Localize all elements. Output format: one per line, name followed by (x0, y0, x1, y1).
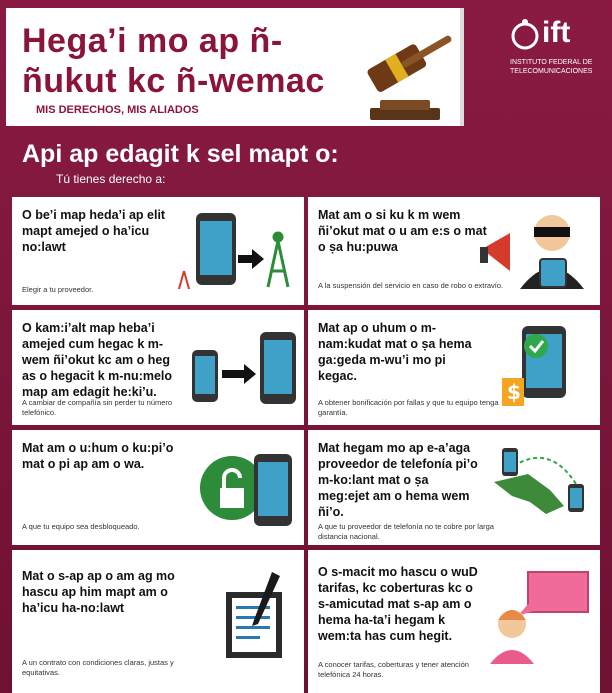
card-main-text: O be’i map heda’i ap elit mapt amejed o ha’icu no:lawt (22, 208, 166, 254)
megaphone-icon (480, 233, 510, 271)
operator-illustration (488, 566, 592, 666)
title-line-1: Hega’i mo ap ñ- (22, 22, 283, 60)
dollar-icon (502, 378, 524, 406)
card-main-text: Mat o s-ap ap o am ag mo hascu ap him mapt am o ha’icu ha-no:lawt (22, 569, 175, 615)
section-heading: Api ap edagit k sel mapt o: (22, 140, 339, 168)
svg-text:$: $ (507, 380, 521, 404)
left-card-contract (12, 550, 304, 693)
right-card-long-distance (308, 430, 600, 545)
card-note: A que tu equipo sea desbloqueado. (22, 522, 140, 531)
old-phone-icon (192, 350, 218, 402)
operator-icon (490, 610, 534, 664)
map-icon (494, 474, 564, 514)
card-main-text: Mat am o si ku k m wem ñi’okut mat o u am e:s o mat o ṣa hu:puwa (318, 208, 487, 254)
card-note: A la suspensión del servicio en caso de robo o extravío. (318, 281, 504, 290)
right-card-warranty (308, 310, 600, 425)
contract-illustration (222, 568, 298, 662)
phone-icon-2 (568, 484, 584, 512)
card-note: A obtener bonificación por fallas y que tu equipo tenga garantía. (318, 398, 499, 417)
phone-icon (196, 213, 236, 285)
card-note: A conocer tarifas, coberturas y tener atención telefónica 24 horas. (318, 660, 469, 679)
small-tower-icon (179, 271, 189, 289)
phone-icon (502, 448, 518, 476)
ift-wordmark: ift (542, 16, 571, 49)
phone-tower-illustration (174, 211, 298, 291)
left-card-unlock (12, 430, 304, 545)
card-main-text: O kam:i’alt map heba’i amejed cum hegac k m-wem ñi’okut kc am o heg as o hegacit k m-nu:melo map am edagit he:ki’u. (22, 321, 173, 399)
card-note: A cambiar de compañía sin perder tu número telefónico. (22, 398, 173, 417)
right-card-tariffs (308, 550, 600, 693)
card-main-text: Mat ap o uhum o m-nam:kudat mat o ṣa hema ga:geda m-wu’i mo pi kegac. (318, 321, 472, 383)
warranty-illustration (498, 324, 588, 408)
card-note: A que tu proveedor de telefonía no te cobre por larga distancia nacional. (318, 522, 494, 541)
title-line-2: ñukut kc ñ-wemac (22, 62, 325, 100)
card-note: A un contrato con condiciones claras, justas y equitativas. (22, 658, 174, 677)
tower-icon (268, 233, 288, 287)
speech-bubble-icon (518, 572, 588, 616)
map-illustration (488, 444, 592, 524)
thief-icon (520, 215, 584, 289)
arrow-icon (238, 249, 264, 269)
ift-logo (510, 14, 602, 88)
title-panel (6, 8, 464, 126)
ift-subtitle-line1: INSTITUTO FEDERAL DE (510, 59, 593, 66)
card-main-text: O s-macit mo hascu o wuD tarifas, kc coberturas kc o s-amicutad mat s-ap am o hema ha-ta’i hegam k wem:ta has cum hegit. (318, 565, 478, 643)
phone-change-illustration (188, 328, 298, 412)
check-icon (524, 334, 548, 358)
ift-emblem-icon (510, 18, 540, 52)
card-main-text: Mat am o u:hum o ku:pi’o mat o pi ap am o wa. (22, 441, 174, 471)
right-card-suspension (308, 197, 600, 305)
new-phone-icon (260, 332, 296, 404)
ift-subtitle (510, 58, 602, 76)
ift-subtitle-line2: TELECOMUNICACIONES (510, 68, 593, 75)
phone-icon (254, 454, 292, 526)
left-card-portability (12, 310, 304, 425)
card-note: Elegir a tu proveedor. (22, 285, 94, 294)
subtitle: MIS DERECHOS, MIS ALIADOS (36, 104, 199, 116)
unlock-illustration (198, 448, 298, 532)
arrow-icon (222, 364, 256, 384)
gavel-icon (350, 24, 462, 128)
card-main-text: Mat hegam mo ap e-a’aga proveedor de telefonía pi’o m-ko:lant mat o ṣa meg:ejet am o hema wem ñi’o. (318, 441, 478, 519)
section-subheading: Tú tienes derecho a: (56, 172, 166, 186)
right-card-choose-provider (12, 197, 304, 305)
thief-illustration (480, 207, 592, 291)
